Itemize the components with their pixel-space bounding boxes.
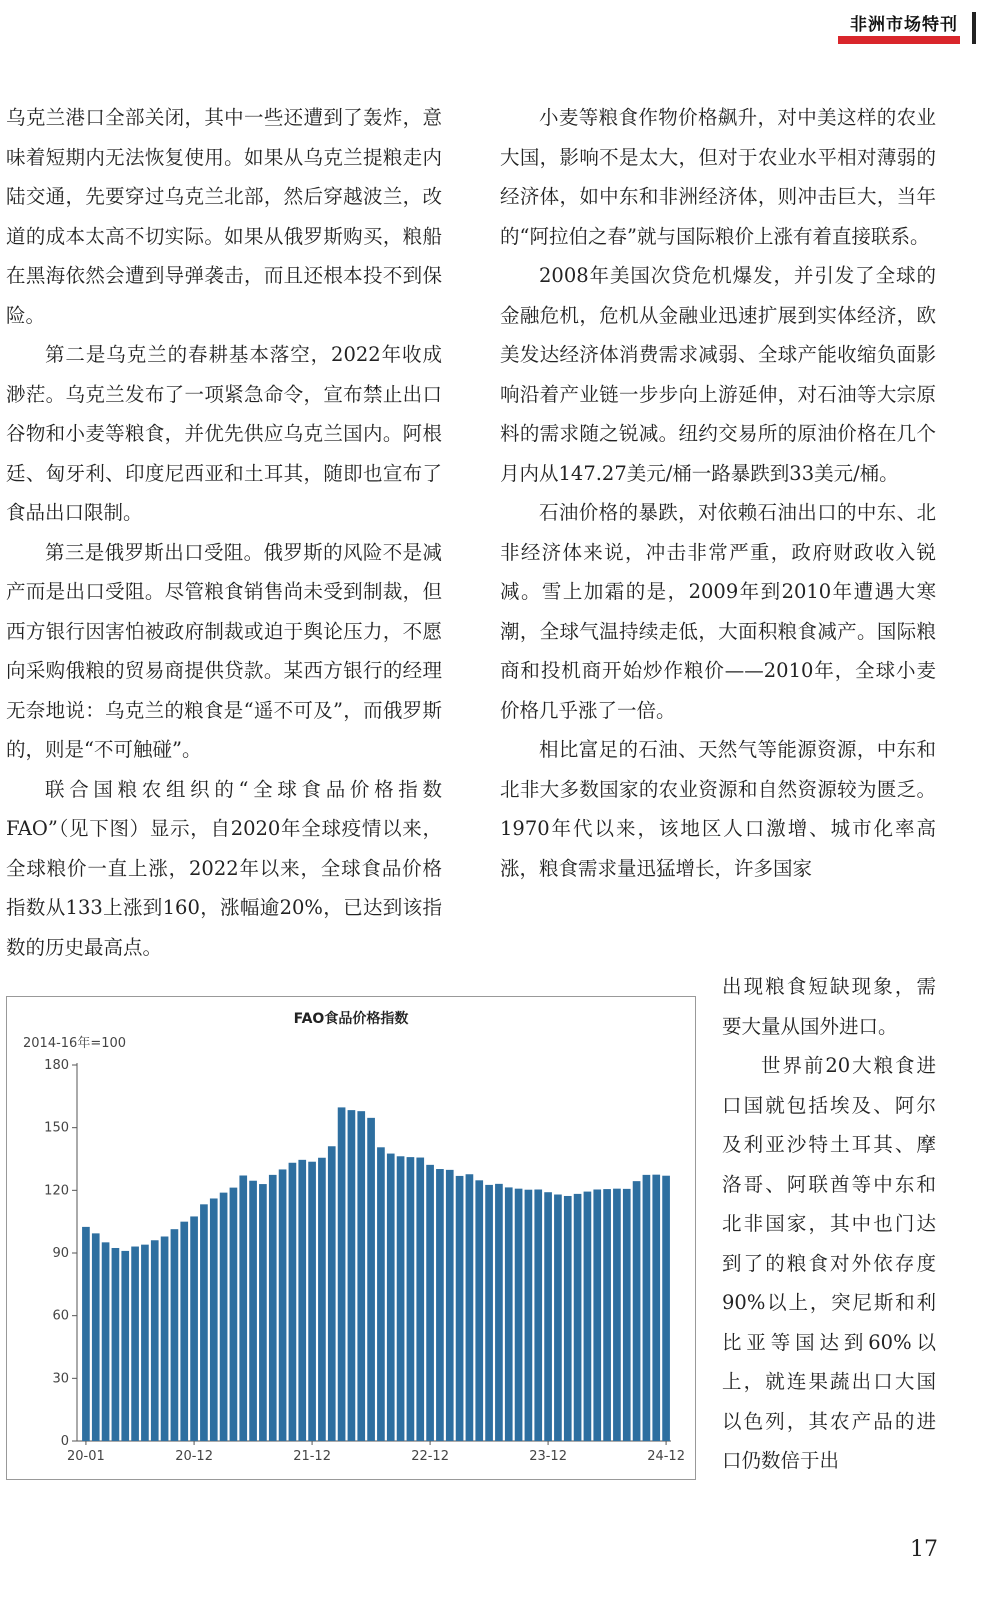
chart-bar [171,1229,179,1441]
chart-bar [338,1107,346,1441]
chart-canvas [7,997,695,1479]
chart-bar [525,1190,533,1441]
chart-y-tick-label: 0 [60,1434,69,1449]
chart-bar [249,1181,257,1441]
chart-bar [633,1181,641,1441]
chart-x-tick-label: 20-12 [175,1449,213,1464]
chart-bar [308,1162,316,1441]
chart-y-tick-label: 90 [52,1246,69,1261]
chart-bar [279,1169,287,1441]
chart-bar [613,1189,621,1441]
chart-bar [367,1118,375,1441]
article-narrow-column [722,967,936,1481]
chart-bar [180,1222,188,1441]
paragraph: 出现粮食短缺现象，需要大量从国外进口。 [722,975,936,1038]
magazine-section-title: 非洲市场特刊 [850,15,958,35]
chart-bar [348,1110,356,1441]
chart-bar [652,1175,660,1441]
chart-bar [426,1165,434,1441]
chart-bar [259,1184,267,1441]
article-left-column [6,98,442,967]
chart-bar [397,1156,405,1441]
chart-bar [584,1192,592,1441]
chart-bar [131,1247,139,1441]
chart-bar [505,1187,513,1441]
chart-bar [151,1240,159,1441]
chart-bar [357,1111,365,1441]
chart-bar [239,1176,247,1441]
chart-bar [564,1196,572,1441]
paragraph: 2008年美国次贷危机爆发，并引发了全球的金融危机，危机从金融业迅速扩展到实体经济，欧美发达经济体消费需求减弱、全球产能收缩负面影响沿着产业链一步步向上游延伸，对石油等大宗原料的需求随之锐减。纽约交易所的原油价格在几个月内从147.27美元/桶一路暴跌到33美元/桶。 [500,264,936,485]
chart-bar [82,1227,90,1441]
chart-y-tick-label: 30 [52,1371,69,1387]
chart-bar [643,1175,651,1441]
chart-bar [515,1189,523,1441]
chart-bar [269,1175,277,1441]
chart-x-tick-label: 20-01 [67,1449,105,1464]
chart-bar [141,1245,149,1441]
chart-bar [593,1189,601,1441]
header-accent-bar [838,36,960,44]
chart-bar [456,1176,464,1441]
page-number: 17 [910,1537,938,1562]
chart-bar [554,1195,562,1441]
chart-x-tick-label: 21-12 [293,1449,331,1464]
chart-bar [121,1251,129,1441]
chart-bar [161,1236,169,1441]
chart-bar [466,1174,474,1441]
paragraph: 世界前20大粮食进口国就包括埃及、阿尔及利亚沙特土耳其、摩洛哥、阿联酋等中东和北非国家，其中也门达到了的粮食对外依存度90%以上，突尼斯和利比亚等国达到60%以上，就连果蔬出口大国以色列，其农产品的进口仍数倍于出 [722,1054,936,1472]
chart-bar [92,1233,100,1441]
chart-bar [495,1184,503,1441]
chart-bar [220,1193,228,1441]
chart-x-tick-label: 23-12 [529,1449,567,1464]
paragraph: 乌克兰港口全部关闭，其中一些还遭到了轰炸，意味着短期内无法恢复使用。如果从乌克兰提粮走内陆交通，先要穿过乌克兰北部，然后穿越波兰，改道的成本太高不切实际。如果从俄罗斯购买，粮船在黑海依然会遭到导弹袭击，而且还根本投不到保险。 [6,106,442,327]
chart-y-tick-label: 150 [44,1120,69,1136]
chart-y-tick-label: 120 [44,1183,69,1199]
paragraph: 小麦等粮食作物价格飙升，对中美这样的农业大国，影响不是太大，但对于农业水平相对薄弱的经济体，如中东和非洲经济体，则冲击巨大，当年的“阿拉伯之春”就与国际粮价上涨有着直接联系。 [500,106,936,248]
paragraph: 石油价格的暴跌，对依赖石油出口的中东、北非经济体来说，冲击非常严重，政府财政收入锐减。雪上加霜的是，2009年到2010年遭遇大寒潮，全球气温持续走低，大面积粮食减产。国际粮商和投机商开始炒作粮价——2010年，全球小麦价格几乎涨了一倍。 [500,501,936,722]
chart-bar [544,1192,552,1441]
chart-y-tick-label: 60 [52,1308,69,1324]
chart-bar [112,1248,120,1441]
chart-bar [446,1170,454,1441]
chart-bar [289,1163,297,1441]
paragraph: 第三是俄罗斯出口受阻。俄罗斯的风险不是减产而是出口受阻。尽管粮食销售尚未受到制裁，但西方银行因害怕被政府制裁或迫于舆论压力，不愿向采购俄粮的贸易商提供贷款。某西方银行的经理无奈地说：乌克兰的粮食是“遥不可及”，而俄罗斯的，则是“不可触碰”。 [6,540,442,761]
chart-y-axis-label: 2014-16年=100 [23,1036,127,1051]
chart-bar [210,1198,218,1441]
chart-bar [102,1242,110,1441]
chart-bar [328,1146,336,1441]
chart-bar [298,1160,306,1441]
chart-bar [230,1188,238,1441]
chart-x-tick-label: 22-12 [411,1449,449,1464]
chart-y-tick-label: 180 [44,1058,69,1073]
paragraph: 联合国粮农组织的“全球食品价格指数FAO”（见下图）显示，自2020年全球疫情以来，全球粮价一直上涨，2022年以来，全球食品价格指数从133上涨到160，涨幅逾20%，已达到该指数的历史最高点。 [6,777,442,959]
paragraph: 相比富足的石油、天然气等能源资源，中东和北非大多数国家的农业资源和自然资源较为匮乏。1970年代以来，该地区人口激增、城市化率高涨，粮食需求量迅猛增长，许多国家 [500,738,936,880]
chart-bar [662,1176,670,1441]
chart-bar [377,1147,385,1441]
chart-bar [574,1194,582,1441]
chart-bar [436,1169,444,1441]
chart-bar [190,1216,198,1441]
fao-price-index-chart [6,996,696,1480]
chart-bar [475,1180,483,1441]
chart-bar [485,1185,493,1441]
article-right-column [500,98,936,888]
chart-title: FAO食品价格指数 [293,1011,409,1027]
chart-bar [416,1158,424,1441]
chart-bar [407,1157,415,1441]
chart-bar [318,1158,326,1441]
header-divider-line [972,12,976,44]
chart-bar [200,1204,208,1441]
chart-bar [387,1154,395,1441]
chart-x-tick-label: 24-12 [647,1449,685,1464]
chart-bar [603,1189,611,1441]
chart-bar [623,1189,631,1441]
paragraph: 第二是乌克兰的春耕基本落空，2022年收成渺茫。乌克兰发布了一项紧急命令，宣布禁止出口谷物和小麦等粮食，并优先供应乌克兰国内。阿根廷、匈牙利、印度尼西亚和土耳其，随即也宣布了食品出口限制。 [6,343,442,524]
chart-bar [534,1189,542,1441]
